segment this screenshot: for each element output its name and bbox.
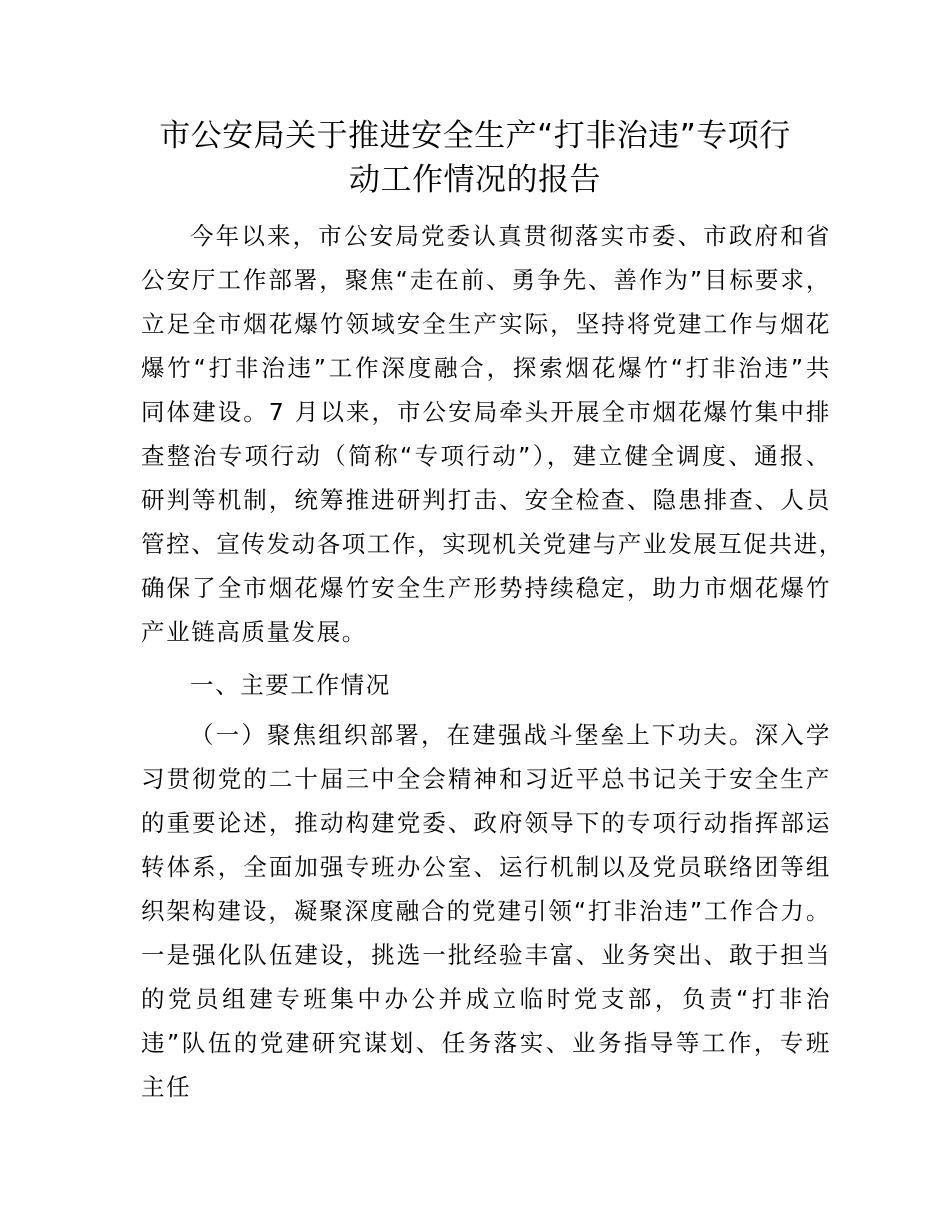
- paragraph-2-line: 的重要论述，推动构建党委、政府领导下的专项行动指挥部运: [141, 809, 831, 837]
- paragraph-1-line: 立足全市烟花爆竹领域安全生产实际，坚持将党建工作与烟花: [141, 310, 831, 338]
- paragraph-2-line: 转体系，全面加强专班办公室、运行机制以及党员联络团等组: [141, 853, 831, 881]
- paragraph-1-line: 同体建设。7 月以来，市公安局牵头开展全市烟花爆竹集中排: [141, 398, 831, 426]
- section-1-heading: 一、主要工作情况: [190, 671, 391, 699]
- paragraph-2-line: 一是强化队伍建设，挑选一批经验丰富、业务突出、敢于担当: [141, 941, 831, 969]
- paragraph-2-line: 违”队伍的党建研究谋划、任务落实、业务指导等工作，专班: [141, 1029, 831, 1057]
- document-title-line-1: 市公安局关于推进安全生产“打非治违”专项行: [159, 118, 791, 154]
- document-title-line-2: 动工作情况的报告: [349, 162, 601, 198]
- paragraph-1-line: 产业链高质量发展。: [141, 618, 367, 646]
- paragraph-2-line: 习贯彻党的二十届三中全会精神和习近平总书记关于安全生产: [141, 765, 831, 793]
- paragraph-1-line: 研判等机制，统筹推进研判打击、安全检查、隐患排查、人员: [141, 486, 831, 514]
- paragraph-1-line: 公安厅工作部署，聚焦“走在前、勇争先、善作为”目标要求，: [141, 266, 831, 294]
- paragraph-1-line: 查整治专项行动（简称“专项行动”），建立健全调度、通报、: [141, 442, 831, 470]
- paragraph-2-line: 的党员组建专班集中办公并成立临时党支部，负责“打非治: [141, 985, 831, 1013]
- paragraph-2-line: 织架构建设，凝聚深度融合的党建引领“打非治违”工作合力。: [141, 897, 831, 925]
- paragraph-1-line: 爆竹“打非治违”工作深度融合，探索烟花爆竹“打非治违”共: [141, 354, 831, 382]
- paragraph-2-line: （一）聚焦组织部署，在建强战斗堡垒上下功夫。深入学: [190, 721, 831, 749]
- paragraph-1-line: 管控、宣传发动各项工作，实现机关党建与产业发展互促共进，: [141, 530, 844, 558]
- paragraph-1-line: 今年以来，市公安局党委认真贯彻落实市委、市政府和省: [190, 222, 831, 250]
- paragraph-2-line: 主任: [141, 1073, 192, 1101]
- paragraph-1-line: 确保了全市烟花爆竹安全生产形势持续稳定，助力市烟花爆竹: [141, 574, 831, 602]
